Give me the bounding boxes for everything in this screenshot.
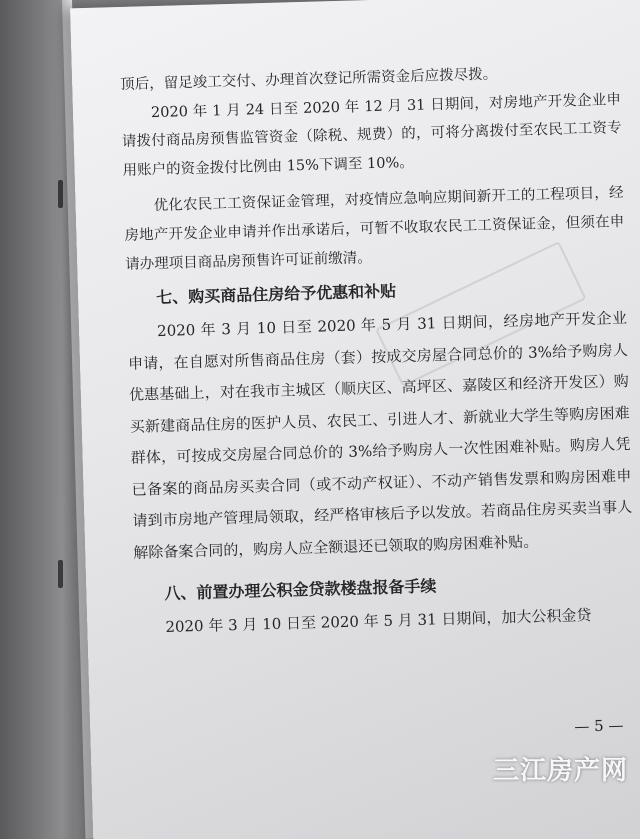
- document-page: [70, 0, 640, 839]
- section-heading-7: 七、购买商品住房给予优惠和补贴: [155, 281, 397, 308]
- binding-staple-mark: [58, 560, 63, 588]
- document-body: [120, 57, 636, 644]
- section-heading-8: 八、前置办理公积金贷款楼盘报备手续: [164, 576, 437, 604]
- paragraph: 2020 年 1 月 24 日至 2020 年 12 月 31 日期间，对房地产开发企业申请拨付商品房预售监管资金（除税、规费）的，可将分离拨付至农民工工资专用账户的资金拨付比例由 15%下调至 10%。: [121, 91, 622, 179]
- section-7-paragraph: 2020 年 3 月 10 日至 2020 年 5 月 31 日期间，经房地产开发企业申请，在自愿对所售商品住房（套）按成交房屋合同总价的 3%给予购房人优惠基础上，对在我市主城区（顺庆区、高坪区、嘉陵区和经济开发区）购买新建商品住房的医护人员、农民工、引进人才、新就业大学生等购房困难群体，可按成交房屋合同总价的 3%给予购房人一次性困难补贴。购房人凭已备案的商品房买卖合同（或不动产权证）、不动产销售发票和购房困难申请到市房地产管理局领取，经严格审核后予以发放。若商品住房买卖当事人解除备案合同的，购房人应全额退还已领取的购房困难补贴。: [127, 309, 633, 562]
- page-number: — 5 —: [574, 716, 624, 736]
- paragraph: 优化农民工工资保证金管理，对疫情应急响应期间新开工的工程项目，经房地产开发企业申请并作出承诺后，可暂不收取农民工工资保证金，但须在申请办理项目商品房预售许可证前缴清。: [124, 185, 625, 273]
- paragraph: 顶后，留足竣工交付、办理首次登记所需资金后应拨尽拨。: [120, 66, 498, 94]
- binding-staple-mark: [58, 180, 63, 208]
- section-8-paragraph: 2020 年 3 月 10 日至 2020 年 5 月 31 日期间，加大公积金贷: [165, 606, 592, 637]
- site-watermark: 三江房产网: [492, 756, 628, 786]
